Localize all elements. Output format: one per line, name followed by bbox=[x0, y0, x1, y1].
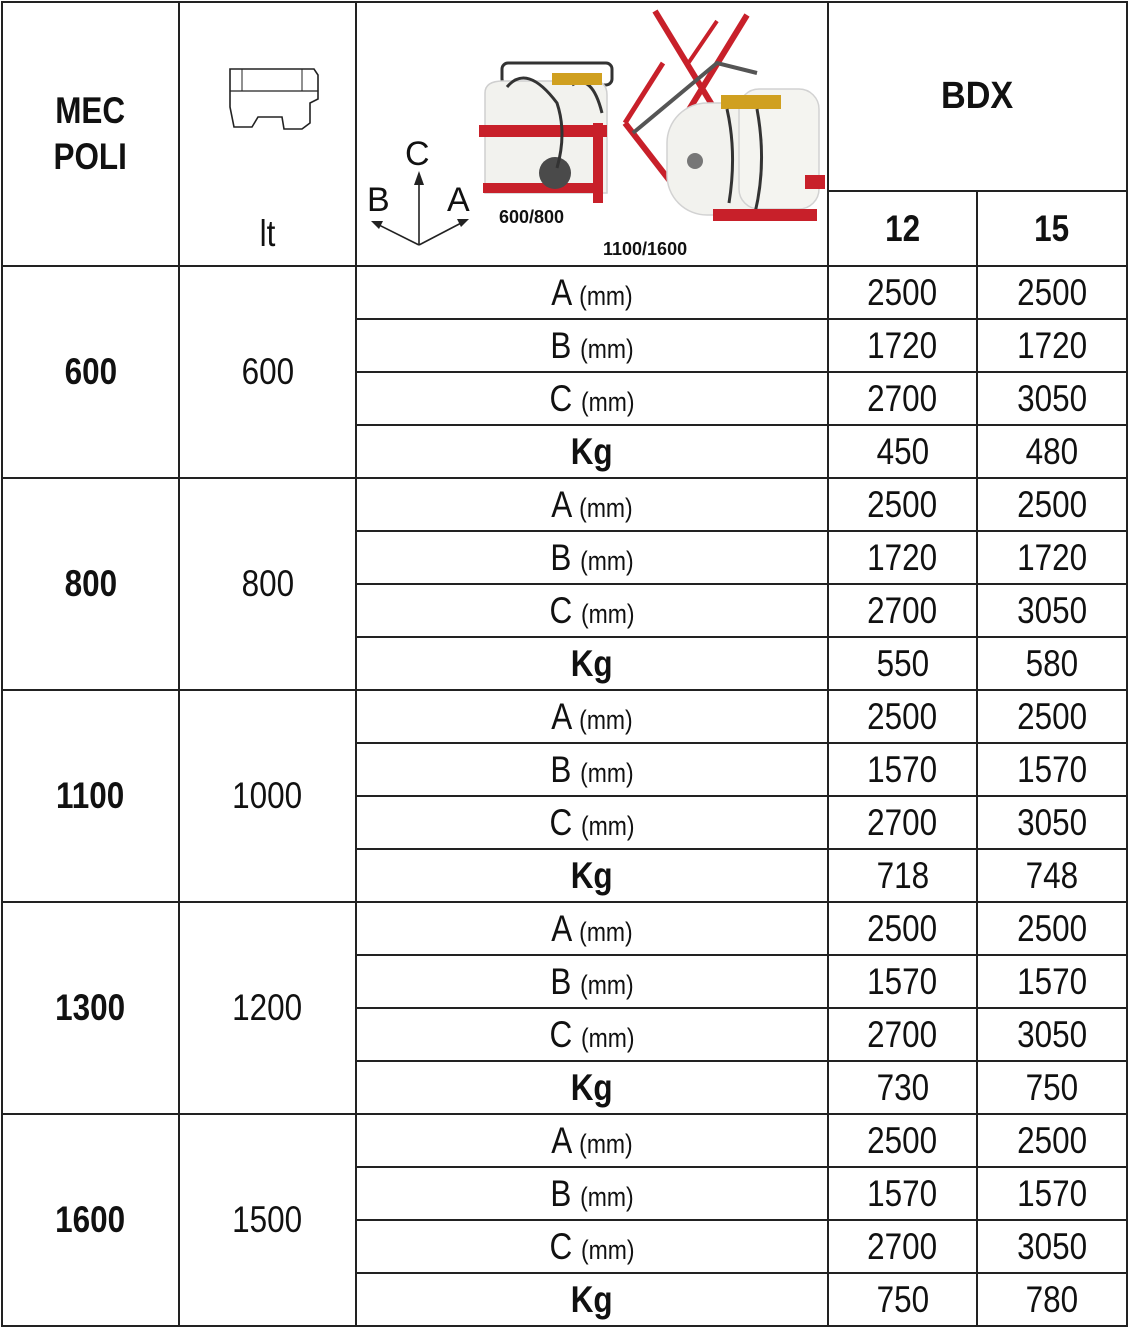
dimension-label-cell bbox=[356, 266, 828, 319]
boom-12-header: 12 bbox=[828, 191, 977, 266]
value-cell bbox=[828, 584, 977, 637]
model-cell bbox=[2, 266, 179, 478]
product-image-cell bbox=[356, 2, 828, 266]
dimension-value: 2500 bbox=[867, 483, 938, 525]
sprayer-spec-table bbox=[1, 1, 1128, 1327]
dimension-label: A (mm) bbox=[551, 1119, 633, 1161]
dimension-label: C (mm) bbox=[549, 1013, 635, 1055]
capacity-cell bbox=[179, 902, 356, 1114]
value-cell bbox=[828, 849, 977, 902]
value-cell bbox=[977, 584, 1127, 637]
value-cell bbox=[828, 637, 977, 690]
dimension-label: B (mm) bbox=[550, 1172, 634, 1214]
axis-label-b: B bbox=[367, 181, 390, 219]
weight-value: 780 bbox=[1025, 1278, 1079, 1320]
series-header-cell bbox=[828, 2, 1127, 191]
value-cell bbox=[828, 955, 977, 1008]
value-cell bbox=[977, 637, 1127, 690]
dimension-label: B (mm) bbox=[550, 960, 634, 1002]
dimension-value: 3050 bbox=[1017, 589, 1087, 631]
table-row bbox=[2, 1114, 1127, 1167]
value-cell bbox=[828, 531, 977, 584]
value-cell bbox=[977, 1114, 1127, 1167]
model-cell bbox=[2, 902, 179, 1114]
dimension-label-cell bbox=[356, 1008, 828, 1061]
value-cell bbox=[977, 531, 1127, 584]
dimension-value: 2700 bbox=[867, 589, 938, 631]
value-cell bbox=[828, 743, 977, 796]
large-sprayer-illustration bbox=[625, 11, 825, 221]
value-cell bbox=[977, 1061, 1127, 1114]
dimension-value: 3050 bbox=[1017, 801, 1087, 843]
weight-label: Kg bbox=[571, 642, 613, 684]
model-header: MEC POLI bbox=[53, 90, 128, 177]
capacity-value: 800 bbox=[241, 563, 294, 604]
dimension-label: B (mm) bbox=[550, 536, 634, 578]
value-cell bbox=[977, 849, 1127, 902]
value-cell bbox=[977, 478, 1127, 531]
value-cell bbox=[977, 319, 1127, 372]
model-value: 1600 bbox=[55, 1199, 126, 1240]
weight-label: Kg bbox=[571, 1278, 613, 1320]
model-cell bbox=[2, 1114, 179, 1326]
dimension-label-cell bbox=[356, 796, 828, 849]
value-cell bbox=[977, 1008, 1127, 1061]
capacity-value: 1200 bbox=[232, 987, 303, 1028]
dimension-label-cell bbox=[356, 1273, 828, 1326]
dimension-value: 2500 bbox=[867, 695, 938, 737]
dimension-label-cell bbox=[356, 319, 828, 372]
dimension-label-cell bbox=[356, 584, 828, 637]
value-cell bbox=[828, 1273, 977, 1326]
capacity-cell bbox=[179, 1114, 356, 1326]
value-cell bbox=[828, 1114, 977, 1167]
value-cell bbox=[828, 1167, 977, 1220]
dimension-value: 1570 bbox=[867, 960, 938, 1002]
dimension-label-cell bbox=[356, 849, 828, 902]
axis-label-a: A bbox=[447, 181, 470, 219]
label-large-models: 1100/1600 bbox=[603, 239, 688, 259]
dimension-value: 2500 bbox=[867, 907, 938, 949]
dimension-value: 2700 bbox=[867, 1225, 938, 1267]
value-cell bbox=[977, 425, 1127, 478]
model-header-cell bbox=[2, 2, 179, 266]
dimension-label-cell bbox=[356, 372, 828, 425]
series-title: BDX bbox=[941, 75, 1014, 117]
value-cell bbox=[977, 372, 1127, 425]
weight-value: 450 bbox=[876, 430, 929, 472]
dimension-value: 3050 bbox=[1017, 1013, 1087, 1055]
dimension-label-cell bbox=[356, 478, 828, 531]
dimension-label: C (mm) bbox=[549, 801, 635, 843]
weight-value: 730 bbox=[876, 1066, 929, 1108]
table-row bbox=[2, 690, 1127, 743]
table-row bbox=[2, 266, 1127, 319]
value-cell bbox=[828, 425, 977, 478]
dimension-label-cell bbox=[356, 1220, 828, 1273]
value-cell bbox=[977, 796, 1127, 849]
weight-value: 748 bbox=[1025, 854, 1079, 896]
value-cell bbox=[828, 372, 977, 425]
dimension-label: B (mm) bbox=[550, 324, 634, 366]
dimension-value: 1570 bbox=[1017, 1172, 1087, 1214]
value-cell bbox=[828, 478, 977, 531]
weight-value: 580 bbox=[1025, 642, 1079, 684]
dimension-label-cell bbox=[356, 902, 828, 955]
header-row bbox=[2, 2, 1127, 191]
dimension-value: 1720 bbox=[867, 324, 938, 366]
dimension-value: 1720 bbox=[867, 536, 938, 578]
dimension-label-cell bbox=[356, 955, 828, 1008]
model-value: 1300 bbox=[55, 987, 126, 1028]
dimension-label: A (mm) bbox=[551, 271, 633, 313]
capacity-value: 600 bbox=[241, 351, 294, 392]
dimension-label: A (mm) bbox=[551, 695, 633, 737]
dimension-label-cell bbox=[356, 1061, 828, 1114]
dimension-value: 2500 bbox=[1017, 907, 1087, 949]
dimension-value: 2500 bbox=[867, 271, 938, 313]
value-cell bbox=[977, 266, 1127, 319]
value-cell bbox=[977, 1220, 1127, 1273]
value-cell bbox=[828, 690, 977, 743]
capacity-value: 1000 bbox=[232, 775, 303, 816]
dimension-value: 2500 bbox=[1017, 271, 1087, 313]
dimension-value: 2700 bbox=[867, 1013, 938, 1055]
dimension-label-cell bbox=[356, 1114, 828, 1167]
sprayer-photo bbox=[357, 3, 827, 265]
dimension-label: B (mm) bbox=[550, 748, 634, 790]
value-cell bbox=[977, 955, 1127, 1008]
dimension-label: A (mm) bbox=[551, 907, 633, 949]
model-value: 600 bbox=[64, 351, 117, 392]
capacity-cell bbox=[179, 266, 356, 478]
table-row bbox=[2, 478, 1127, 531]
value-cell bbox=[828, 266, 977, 319]
dimension-value: 2500 bbox=[1017, 483, 1087, 525]
value-cell bbox=[828, 319, 977, 372]
dimension-label: C (mm) bbox=[549, 1225, 635, 1267]
dimension-label-cell bbox=[356, 531, 828, 584]
value-cell bbox=[977, 690, 1127, 743]
dimension-label: A (mm) bbox=[551, 483, 633, 525]
value-cell bbox=[828, 1220, 977, 1273]
dimension-label-cell bbox=[356, 637, 828, 690]
capacity-unit: lt bbox=[259, 213, 276, 254]
capacity-header-cell bbox=[179, 2, 356, 266]
dimension-label-cell bbox=[356, 743, 828, 796]
weight-value: 480 bbox=[1025, 430, 1079, 472]
value-cell bbox=[828, 902, 977, 955]
dimension-value: 2700 bbox=[867, 377, 938, 419]
dimension-label: C (mm) bbox=[549, 377, 635, 419]
weight-label: Kg bbox=[571, 1066, 613, 1108]
dimension-label-cell bbox=[356, 1167, 828, 1220]
value-cell bbox=[977, 902, 1127, 955]
dimension-value: 1570 bbox=[867, 1172, 938, 1214]
dimension-value: 2500 bbox=[1017, 695, 1087, 737]
capacity-value: 1500 bbox=[232, 1199, 303, 1240]
model-cell bbox=[2, 690, 179, 902]
dimension-value: 3050 bbox=[1017, 377, 1087, 419]
value-cell bbox=[977, 1273, 1127, 1326]
small-sprayer-illustration bbox=[479, 63, 612, 203]
tank-outline-icon bbox=[224, 63, 320, 135]
dimension-label-cell bbox=[356, 425, 828, 478]
dimension-value: 2500 bbox=[867, 1119, 938, 1161]
dimension-value: 2500 bbox=[1017, 1119, 1087, 1161]
boom-15-header: 15 bbox=[977, 191, 1127, 266]
model-value: 800 bbox=[64, 563, 117, 604]
axis-label-c: C bbox=[405, 135, 430, 173]
table-row bbox=[2, 902, 1127, 955]
weight-value: 750 bbox=[876, 1278, 929, 1320]
value-cell bbox=[977, 1167, 1127, 1220]
dimension-value: 1720 bbox=[1017, 536, 1087, 578]
model-value: 1100 bbox=[56, 775, 125, 816]
dimension-label-cell bbox=[356, 690, 828, 743]
weight-value: 718 bbox=[876, 854, 929, 896]
dimension-value: 1570 bbox=[1017, 748, 1087, 790]
dimension-value: 2700 bbox=[867, 801, 938, 843]
dimension-value: 3050 bbox=[1017, 1225, 1087, 1267]
weight-value: 550 bbox=[876, 642, 929, 684]
weight-label: Kg bbox=[571, 430, 613, 472]
value-cell bbox=[828, 796, 977, 849]
dimension-value: 1720 bbox=[1017, 324, 1087, 366]
dimension-value: 1570 bbox=[867, 748, 938, 790]
model-cell bbox=[2, 478, 179, 690]
value-cell bbox=[828, 1061, 977, 1114]
label-small-models: 600/800 bbox=[499, 207, 565, 227]
capacity-cell bbox=[179, 478, 356, 690]
dimension-label: C (mm) bbox=[549, 589, 635, 631]
value-cell bbox=[828, 1008, 977, 1061]
capacity-cell bbox=[179, 690, 356, 902]
weight-label: Kg bbox=[571, 854, 613, 896]
weight-value: 750 bbox=[1025, 1066, 1079, 1108]
dimension-value: 1570 bbox=[1017, 960, 1087, 1002]
value-cell bbox=[977, 743, 1127, 796]
